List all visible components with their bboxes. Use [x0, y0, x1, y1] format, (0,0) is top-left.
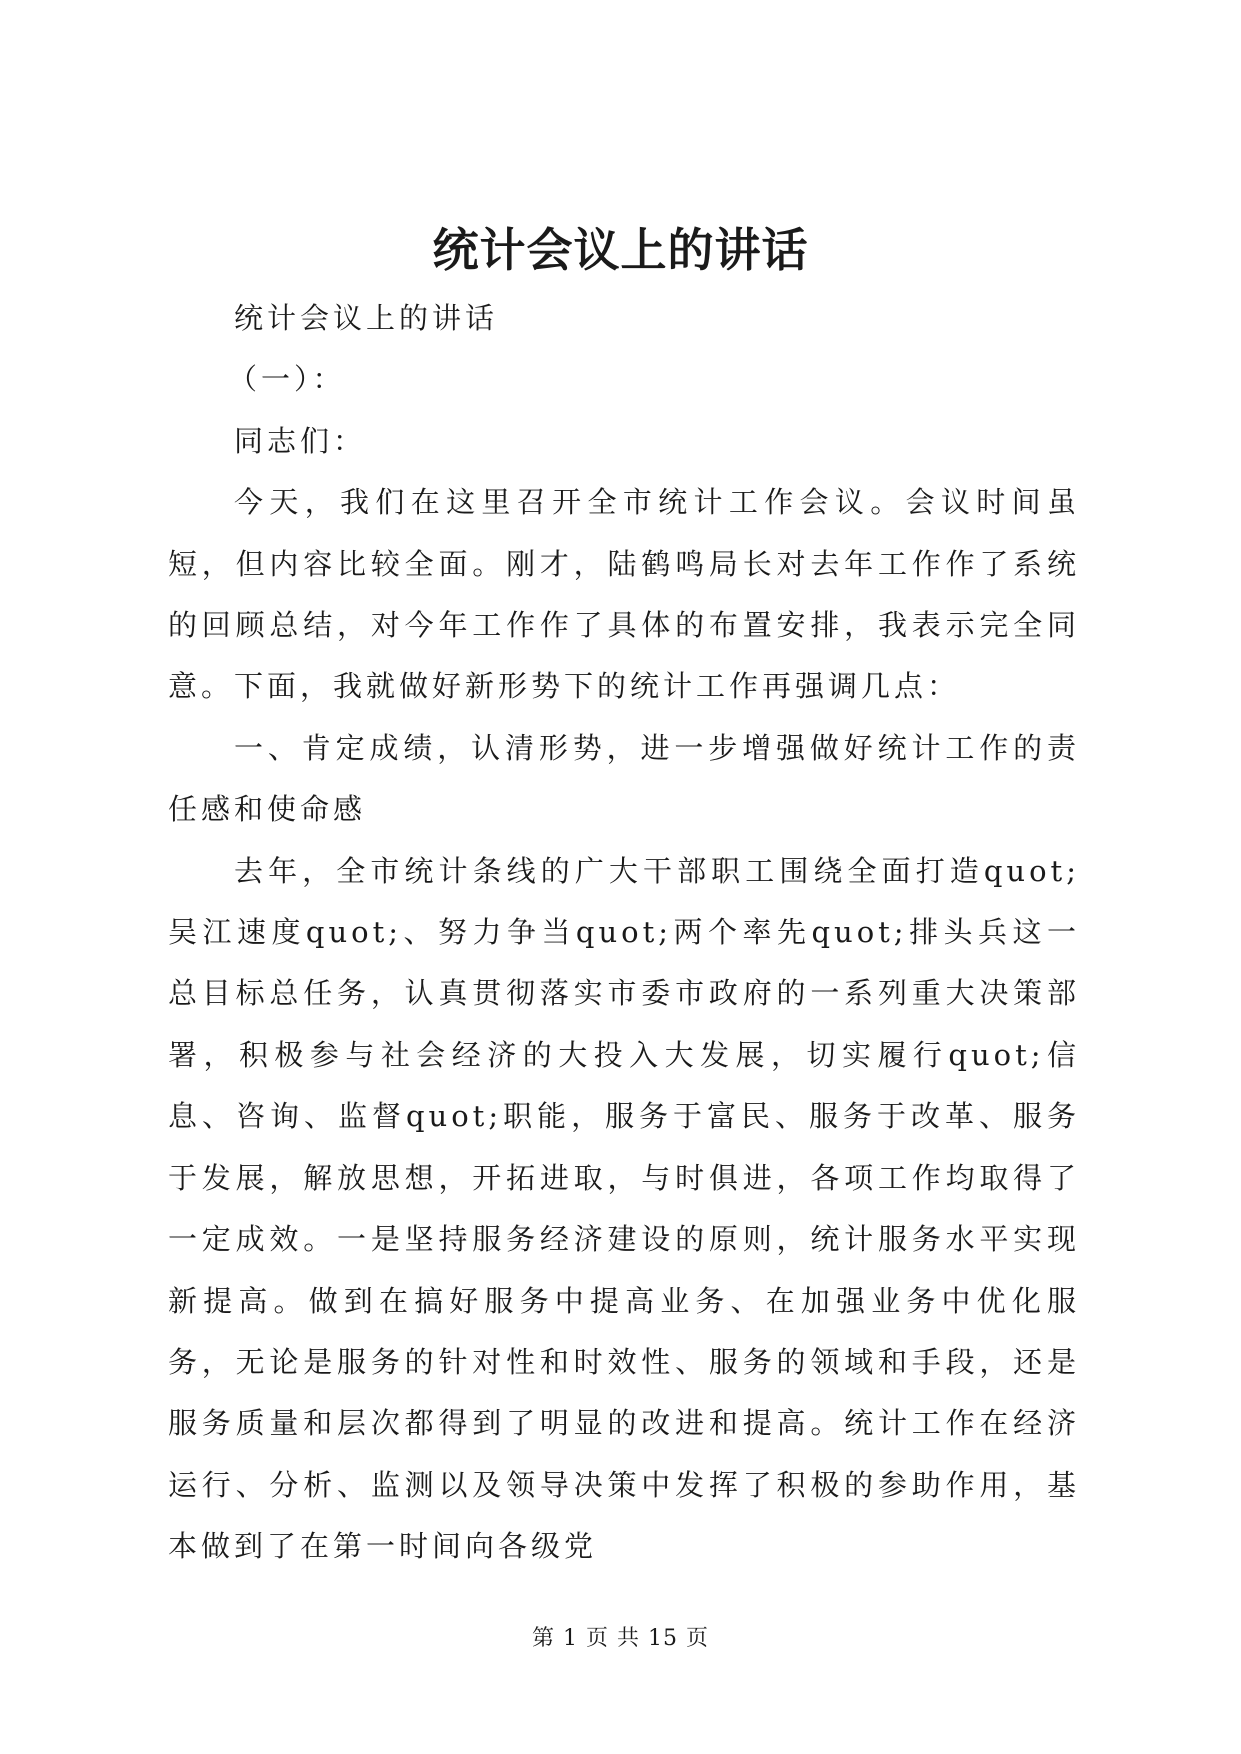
document-title: 统计会议上的讲话	[432, 223, 809, 277]
body-paragraph: 去年，全市统计条线的广大干部职工围绕全面打造quot;吴江速度quot;、努力争当quot;两个率先quot;排头兵这一总目标总任务，认真贯彻落实市委市政府的一系列重大决策部署，积极参与社会经济的大投入大发展，切实履行quot;信息、咨询、监督quot;职能，服务于富民、服务于改革、服务于发展，解放思想，开拓进取，与时俱进，各项工作均取得了一定成效。一是坚持服务经济建设的原则，统计服务水平实现新提高。做到在搞好服务中提高业务、在加强业务中优化服务，无论是服务的针对性和时效性、服务的领域和手段，还是服务质量和层次都得到了明显的改进和提高。统计工作在经济运行、分析、监测以及领导决策中发挥了积极的参助作用，基本做到了在第一时间向各级党	[168, 853, 1080, 1564]
page-footer: 第 1 页 共 15 页	[532, 1626, 709, 1651]
section-heading: 一、肯定成绩，认清形势，进一步增强做好统计工作的责任感和使命感	[168, 730, 1080, 827]
document-body	[168, 288, 1080, 1578]
salutation: 同志们：	[234, 423, 367, 458]
body-paragraph: 今天，我们在这里召开全市统计工作会议。会议时间虽短，但内容比较全面。刚才，陆鹤鸣局长对去年工作作了系统的回顾总结，对今年工作作了具体的布置安排，我表示完全同意。下面，我就做好新形势下的统计工作再强调几点：	[168, 485, 1080, 704]
subtitle-paragraph: 统计会议上的讲话	[234, 301, 499, 335]
section-number: （一）：	[228, 362, 346, 397]
